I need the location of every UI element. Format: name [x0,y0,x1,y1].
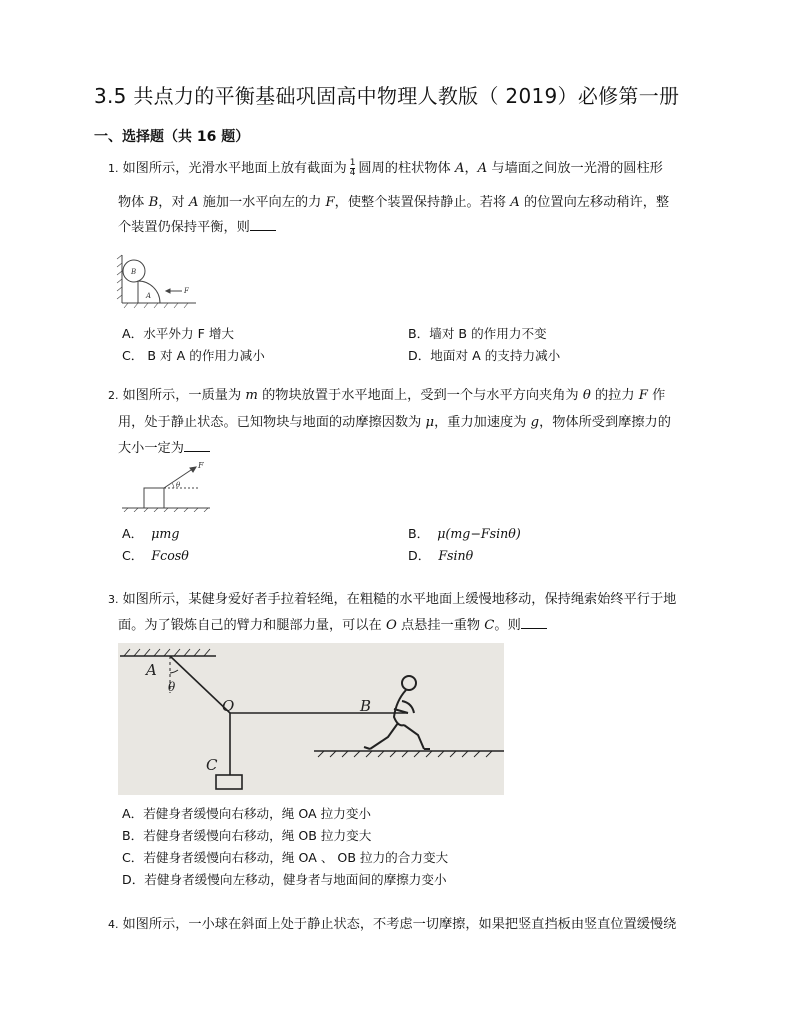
question-3-line-1: 3. 如图所示，某健身爱好者手拉着轻绳，在粗糙的水平地面上缓慢地移动，保持绳索始终平行于地 [108,592,677,607]
question-3-figure [118,643,504,795]
question-1-figure [116,253,198,311]
fraction: $\frac{1}{4}$ [349,157,356,178]
q1-option-c[interactable]: C． B 对 A 的作用力减小 [122,348,265,363]
question-2-figure [118,460,214,512]
label-theta: θ [176,481,181,489]
question-3-line-2: 面。为了锻炼自己的臂力和腿部力量，可以在 O 点悬挂一重物 C。则 [118,611,547,640]
q3-option-d[interactable]: D．若健身者缓慢向左移动，健身者与地面间的摩擦力变小 [122,872,447,887]
q3-option-c[interactable]: C．若健身者缓慢向右移动，绳 OA 、 OB 拉力的合力变大 [122,850,449,865]
document-title: 3.5 共点力的平衡基础巩固高中物理人教版（ 2019）必修第一册 [94,84,680,108]
q3-option-a[interactable]: A．若健身者缓慢向右移动，绳 OA 拉力变小 [122,806,372,821]
q2-option-d[interactable]: D． Fsinθ [408,548,474,563]
question-2-line-2: 用，处于静止状态。已知物块与地面的动摩擦因数为 μ，重力加速度为 g，物体所受到摩擦力的 [118,415,671,430]
q3-option-b[interactable]: B．若健身者缓慢向右移动，绳 OB 拉力变大 [122,828,372,843]
label-f: F [198,461,204,470]
q2-option-b[interactable]: B． μ(mg−Fsinθ) [408,526,521,541]
label-a: A [146,661,157,679]
label-b: B [360,697,372,715]
question-1-line-1: 1. 如图所示，光滑水平地面上放有截面为 $\frac{1}{4}$ 圆周的柱状物体 A，A 与墙面之间放一光滑的圆柱形 [108,157,663,178]
label-a: A [146,292,152,300]
q1-option-a[interactable]: A．水平外力 F 增大 [122,326,235,341]
question-2-line-1: 2. 如图所示，一质量为 m 的物块放置于水平地面上，受到一个与水平方向夹角为 θ 的拉力 F 作 [108,388,666,403]
question-number: 1. [108,162,119,175]
answer-blank [184,439,210,452]
question-2-line-3: 大小一定为 [118,434,210,463]
label-c: C [206,756,218,774]
question-1-line-3: 个装置仍保持平衡，则 [118,213,276,242]
q2-option-a[interactable]: A． μmg [122,526,180,541]
section-heading: 一、选择题（共 16 题） [94,129,250,145]
label-o: O [222,697,235,715]
label-f: F [184,287,189,295]
label-b: B [131,268,137,276]
question-1-line-2: 物体 B，对 A 施加一水平向左的力 F，使整个装置保持静止。若将 A 的位置向左移动稍许，整 [118,195,670,210]
q2-option-c[interactable]: C． Fcosθ [122,548,189,563]
label-theta: θ [168,680,176,694]
q1-option-b[interactable]: B．墙对 B 的作用力不变 [408,326,547,341]
question-4-line-1: 4. 如图所示，一小球在斜面上处于静止状态，不考虑一切摩擦，如果把竖直挡板由竖直位置缓慢绕 [108,917,677,932]
answer-blank [521,616,547,629]
q1-option-d[interactable]: D．地面对 A 的支持力减小 [408,348,561,363]
answer-blank [250,218,276,231]
